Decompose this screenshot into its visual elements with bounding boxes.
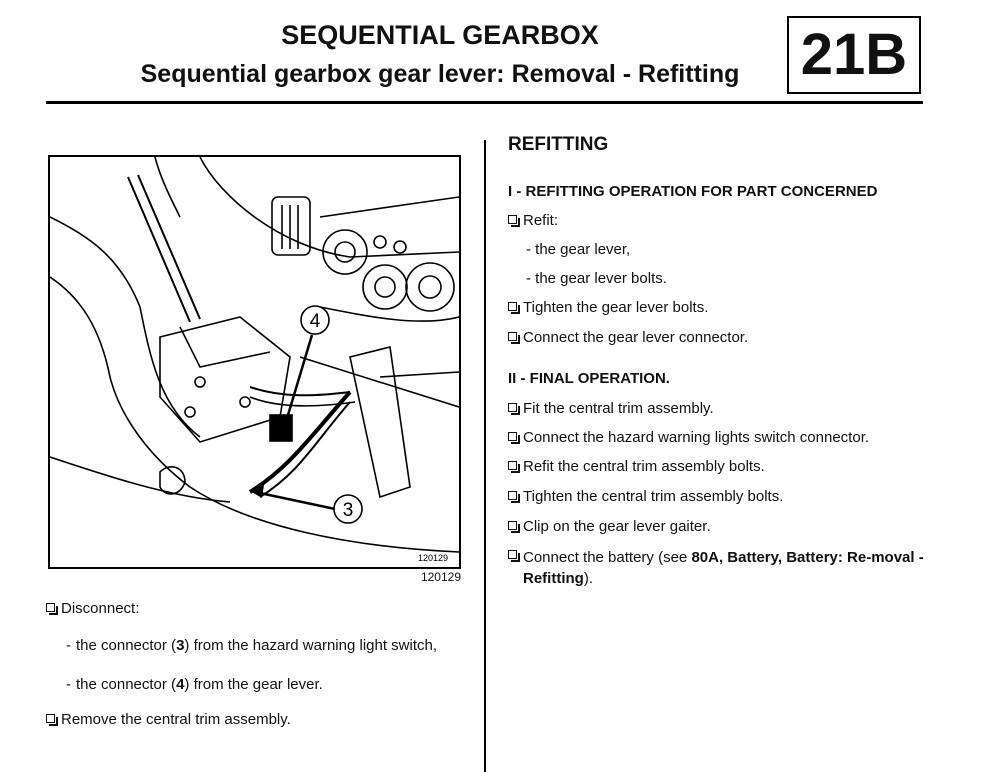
dash-connector-4: - the connector (4) from the gear lever.	[66, 676, 323, 693]
step-clip-gaiter: Clip on the gear lever gaiter.	[508, 518, 928, 535]
disconnect-label: Disconnect:	[61, 600, 140, 617]
refit-dash-bolts: - the gear lever bolts.	[526, 270, 667, 287]
checkbox-icon	[508, 215, 517, 224]
callout-3	[250, 485, 362, 523]
dash-curve	[200, 157, 459, 257]
section1-title: I - REFITTING OPERATION FOR PART CONCERNED	[508, 183, 878, 200]
remove-trim-text: Remove the central trim assembly.	[61, 711, 291, 728]
checkbox-icon	[508, 403, 517, 412]
step-refit-trim-bolts: Refit the central trim assembly bolts.	[508, 458, 928, 475]
step-tighten-trim-bolts: Tighten the central trim assembly bolts.	[508, 488, 928, 505]
section-code-badge: 21B	[787, 16, 921, 94]
gear-lever-illustration	[48, 155, 461, 569]
step-disconnect	[46, 600, 462, 617]
checkbox-icon	[508, 521, 517, 530]
step-connect-hazard: Connect the hazard warning lights switch connector.	[508, 429, 928, 446]
checkbox-icon	[46, 714, 55, 723]
connector-4	[270, 415, 292, 441]
callout-3-label: 3	[342, 500, 354, 521]
figure-reference: 120129	[420, 570, 461, 584]
refitting-section	[508, 130, 928, 589]
checkbox-icon	[508, 491, 517, 500]
step-fit-trim: Fit the central trim assembly.	[508, 400, 928, 417]
callout-4-label: 4	[309, 311, 321, 332]
refit-dash-lever: - the gear lever,	[526, 241, 631, 258]
refitting-heading: REFITTING	[508, 134, 609, 155]
illustration-drawing	[50, 157, 459, 567]
checkbox-icon	[508, 432, 517, 441]
checkbox-icon	[508, 302, 517, 311]
step-refit: Refit:	[508, 212, 928, 229]
figure-reference-inner: 120129	[418, 553, 449, 563]
checkbox-icon	[508, 550, 517, 559]
checkbox-icon	[508, 332, 517, 341]
hvac-knob-left	[323, 230, 367, 274]
checkbox-icon	[508, 461, 517, 470]
battery-reference: 80A, Battery, Battery: Re-moval - Refitting	[523, 549, 924, 587]
page-subtitle: Sequential gearbox gear lever: Removal - Refitting	[140, 60, 740, 88]
section2-title: II - FINAL OPERATION.	[508, 370, 670, 387]
page-title: SEQUENTIAL GEARBOX	[281, 20, 599, 50]
header-divider	[46, 101, 923, 104]
step-tighten-lever-bolts: Tighten the gear lever bolts.	[508, 299, 928, 316]
step-connect-battery: Connect the battery (see 80A, Battery, Battery: Re-moval - Refitting).	[508, 547, 928, 589]
step-connect-lever: Connect the gear lever connector.	[508, 329, 928, 346]
dash-connector-3: - the connector (3) from the hazard warning light switch,	[66, 637, 438, 654]
console-left-edge	[50, 217, 200, 437]
removal-steps	[46, 600, 462, 728]
connector-3-cable	[250, 392, 350, 492]
air-vent	[272, 197, 310, 255]
step-remove-trim	[46, 711, 462, 728]
checkbox-icon	[46, 603, 55, 612]
column-divider	[484, 140, 486, 772]
